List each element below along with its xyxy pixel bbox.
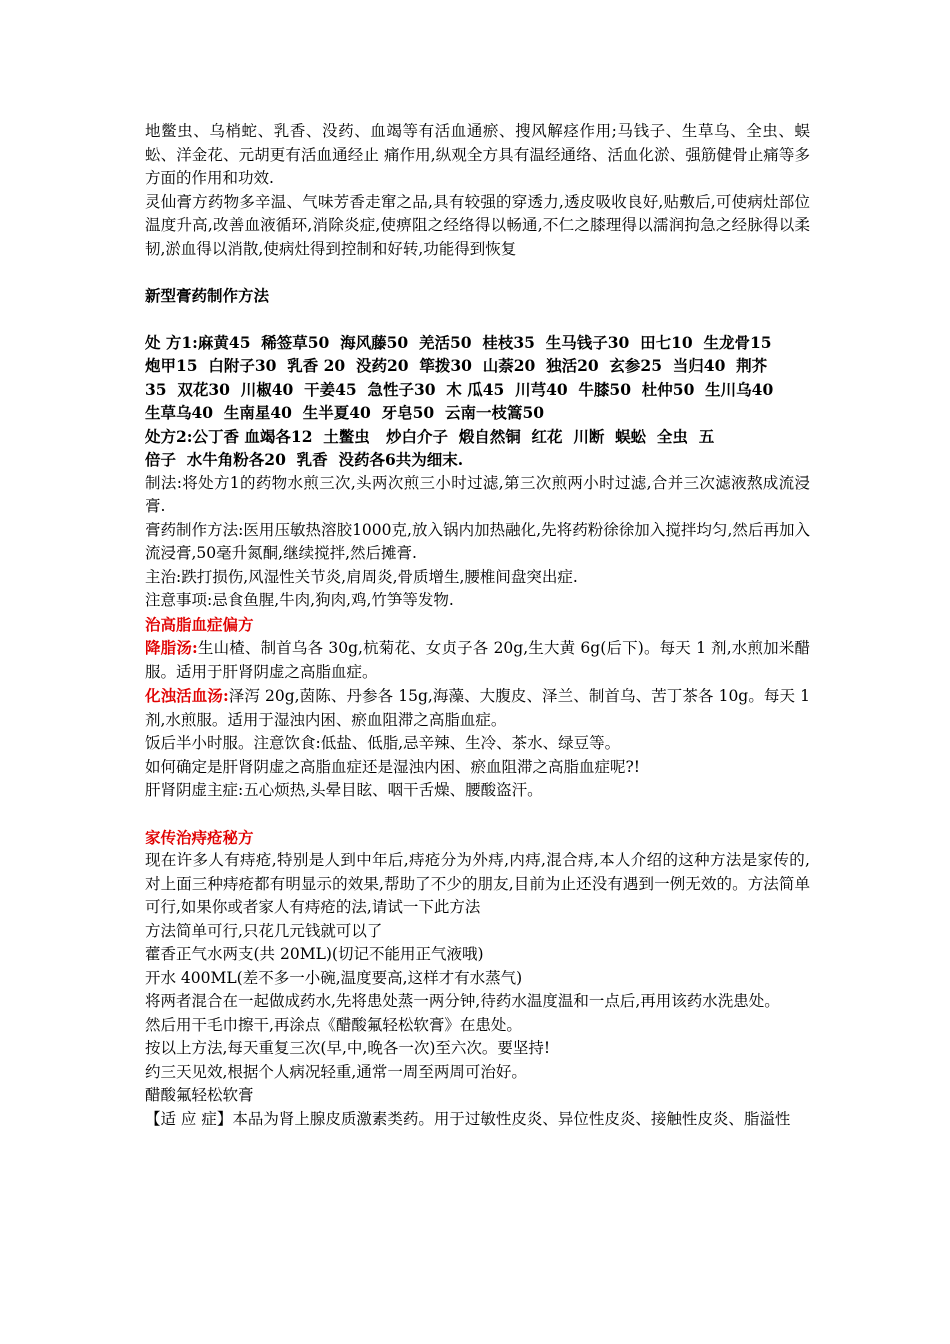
heading-hyperlipidemia: 治高脂血症偏方 <box>145 614 254 634</box>
paragraph-ingredients-effect: 地鳖虫、乌梢蛇、乳香、没药、血竭等有活血通瘀、搜风解痉作用;马钱子、生草乌、全虫、蜈蚣、洋金花、元胡更有活血通经止 痛作用,纵观全方具有温经通络、活血化淤、强筋健骨止痛等多方面的作用和功效. <box>145 122 810 187</box>
paragraph-notes: 注意事项:忌食鱼腥,牛肉,狗肉,鸡,竹笋等发物. <box>145 591 454 609</box>
paragraph-hemorrhoid-intro: 现在许多人有痔疮,特别是人到中年后,痔疮分为外痔,内痔,混合痔,本人介绍的这种方法是家传的,对上面三种痔疮都有明显示的效果,帮助了不少的朋友,目前为止还没有遇到一例无效的。方法简单可行,如果你或者家人有痔疮的法,请试一下此方法 <box>145 851 810 916</box>
remedy-2-name: 化浊活血汤: <box>145 686 229 705</box>
prescription-1 <box>145 331 810 425</box>
heading-new-plaster-method: 新型膏药制作方法 <box>145 286 270 305</box>
prescription-2 <box>145 425 810 472</box>
rx2-line: 倍子 水牛角粉各20 乳香 没药各6共为细末. <box>145 450 464 469</box>
rx1-line: 炮甲15 白附子30 乳香 20 没药20 筚拨30 山萘20 独活20 玄参25 当归40 荆芥 <box>145 356 768 375</box>
text-line: 饭后半小时服。注意饮食:低盐、低脂,忌辛辣、生冷、茶水、绿豆等。 <box>145 734 621 752</box>
remedy-1-text: 生山楂、制首乌各 30g,杭菊花、女贞子各 20g,生大黄 6g(后下)。每天 1 剂,水煎加米醋服。适用于肝肾阴虚之高脂血症。 <box>145 639 810 681</box>
indication-label: 【适 应 症】 <box>145 1109 233 1128</box>
heading-hemorrhoid-remedy: 家传治痔疮秘方 <box>145 827 254 847</box>
text-line: 约三天见效,根据个人病况轻重,通常一周至两周可治好。 <box>145 1062 527 1081</box>
paragraph-lingxian-plaster: 灵仙膏方药物多辛温、气味芳香走窜之品,具有较强的穿透力,透皮吸收良好,贴敷后,可使病灶部位温度升高,改善血液循环,消除炎症,使痹阻之经络得以畅通,不仁之膝理得以濡润拘急之经脉得以柔韧,淤血得以消散,使病灶得到控制和好转,功能得到恢复 <box>145 192 810 258</box>
paragraph-indications-label <box>145 1108 810 1132</box>
text-line: 如何确定是肝肾阴虚之高脂血症还是湿浊内困、瘀血阻滞之高脂血症呢?! <box>145 757 641 776</box>
text-line: 肝肾阴虚主症:五心烦热,头晕目眩、咽干舌燥、腰酸盗汗。 <box>145 781 543 799</box>
text-line: 藿香正气水两支(共 20ML)(切记不能用正气液哦) <box>145 945 484 963</box>
paragraph-remedy-2 <box>145 684 810 732</box>
paragraph-method: 制法:将处方1的药物水煎三次,头两次煎三小时过滤,第三次煎两小时过滤,合并三次滤液熬成流浸膏. <box>145 473 810 515</box>
text-line: 然后用干毛巾擦干,再涂点《醋酸氟轻松软膏》在患处。 <box>145 1015 522 1034</box>
paragraph-indication: 主治:跌打损伤,风湿性关节炎,肩周炎,骨质增生,腰椎间盘突出症. <box>145 567 578 586</box>
document-page <box>145 120 810 1131</box>
text-line: 方法简单可行,只花几元钱就可以了 <box>145 921 383 940</box>
text-line: 醋酸氟轻松软膏 <box>145 1086 254 1104</box>
paragraph-plaster-making: 膏药制作方法:医用压敏热溶胶1000克,放入锅内加热融化,先将药粉徐徐加入搅拌均匀,然后再加入流浸膏,50毫升氮酮,继续搅拌,然后摊膏. <box>145 520 810 562</box>
rx1-line: 处 方1:麻黄45 稀签草50 海风藤50 羌活50 桂枝35 生马钱子30 田七10 生龙骨15 <box>145 332 772 352</box>
rx1-line: 35 双花30 川椒40 干姜45 急性子30 木 瓜45 川芎40 牛膝50 杜仲50 生川乌40 <box>145 379 774 399</box>
text-line: 开水 400ML(差不多一小碗,温度要高,这样才有水蒸气) <box>145 968 523 987</box>
rx2-line: 处方2:公丁香 血竭各12 土鳖虫 炒白介子 煅自然铜 红花 川断 蜈蚣 全虫 五 <box>145 426 715 446</box>
text-line: 将两者混合在一起做成药水,先将患处蒸一两分钟,待药水温度温和一点后,再用该药水洗患处。 <box>145 992 780 1010</box>
paragraph-remedy-1 <box>145 636 810 684</box>
remedy-2-text: 泽泻 20g,茵陈、丹参各 15g,海藻、大腹皮、泽兰、制首乌、苦丁茶各 10g。每天 1 剂,水煎服。适用于湿浊内困、瘀血阻滞之高脂血症。 <box>145 687 810 729</box>
remedy-1-name: 降脂汤: <box>145 638 198 657</box>
text-line: 按以上方法,每天重复三次(早,中,晚各一次)至六次。要坚持! <box>145 1039 551 1057</box>
rx1-line: 生草乌40 生南星40 生半夏40 牙皂50 云南一枝篙50 <box>145 403 545 422</box>
indication-text: 本品为肾上腺皮质激素类药。用于过敏性皮炎、异位性皮炎、接触性皮炎、脂溢性 <box>232 1109 791 1128</box>
